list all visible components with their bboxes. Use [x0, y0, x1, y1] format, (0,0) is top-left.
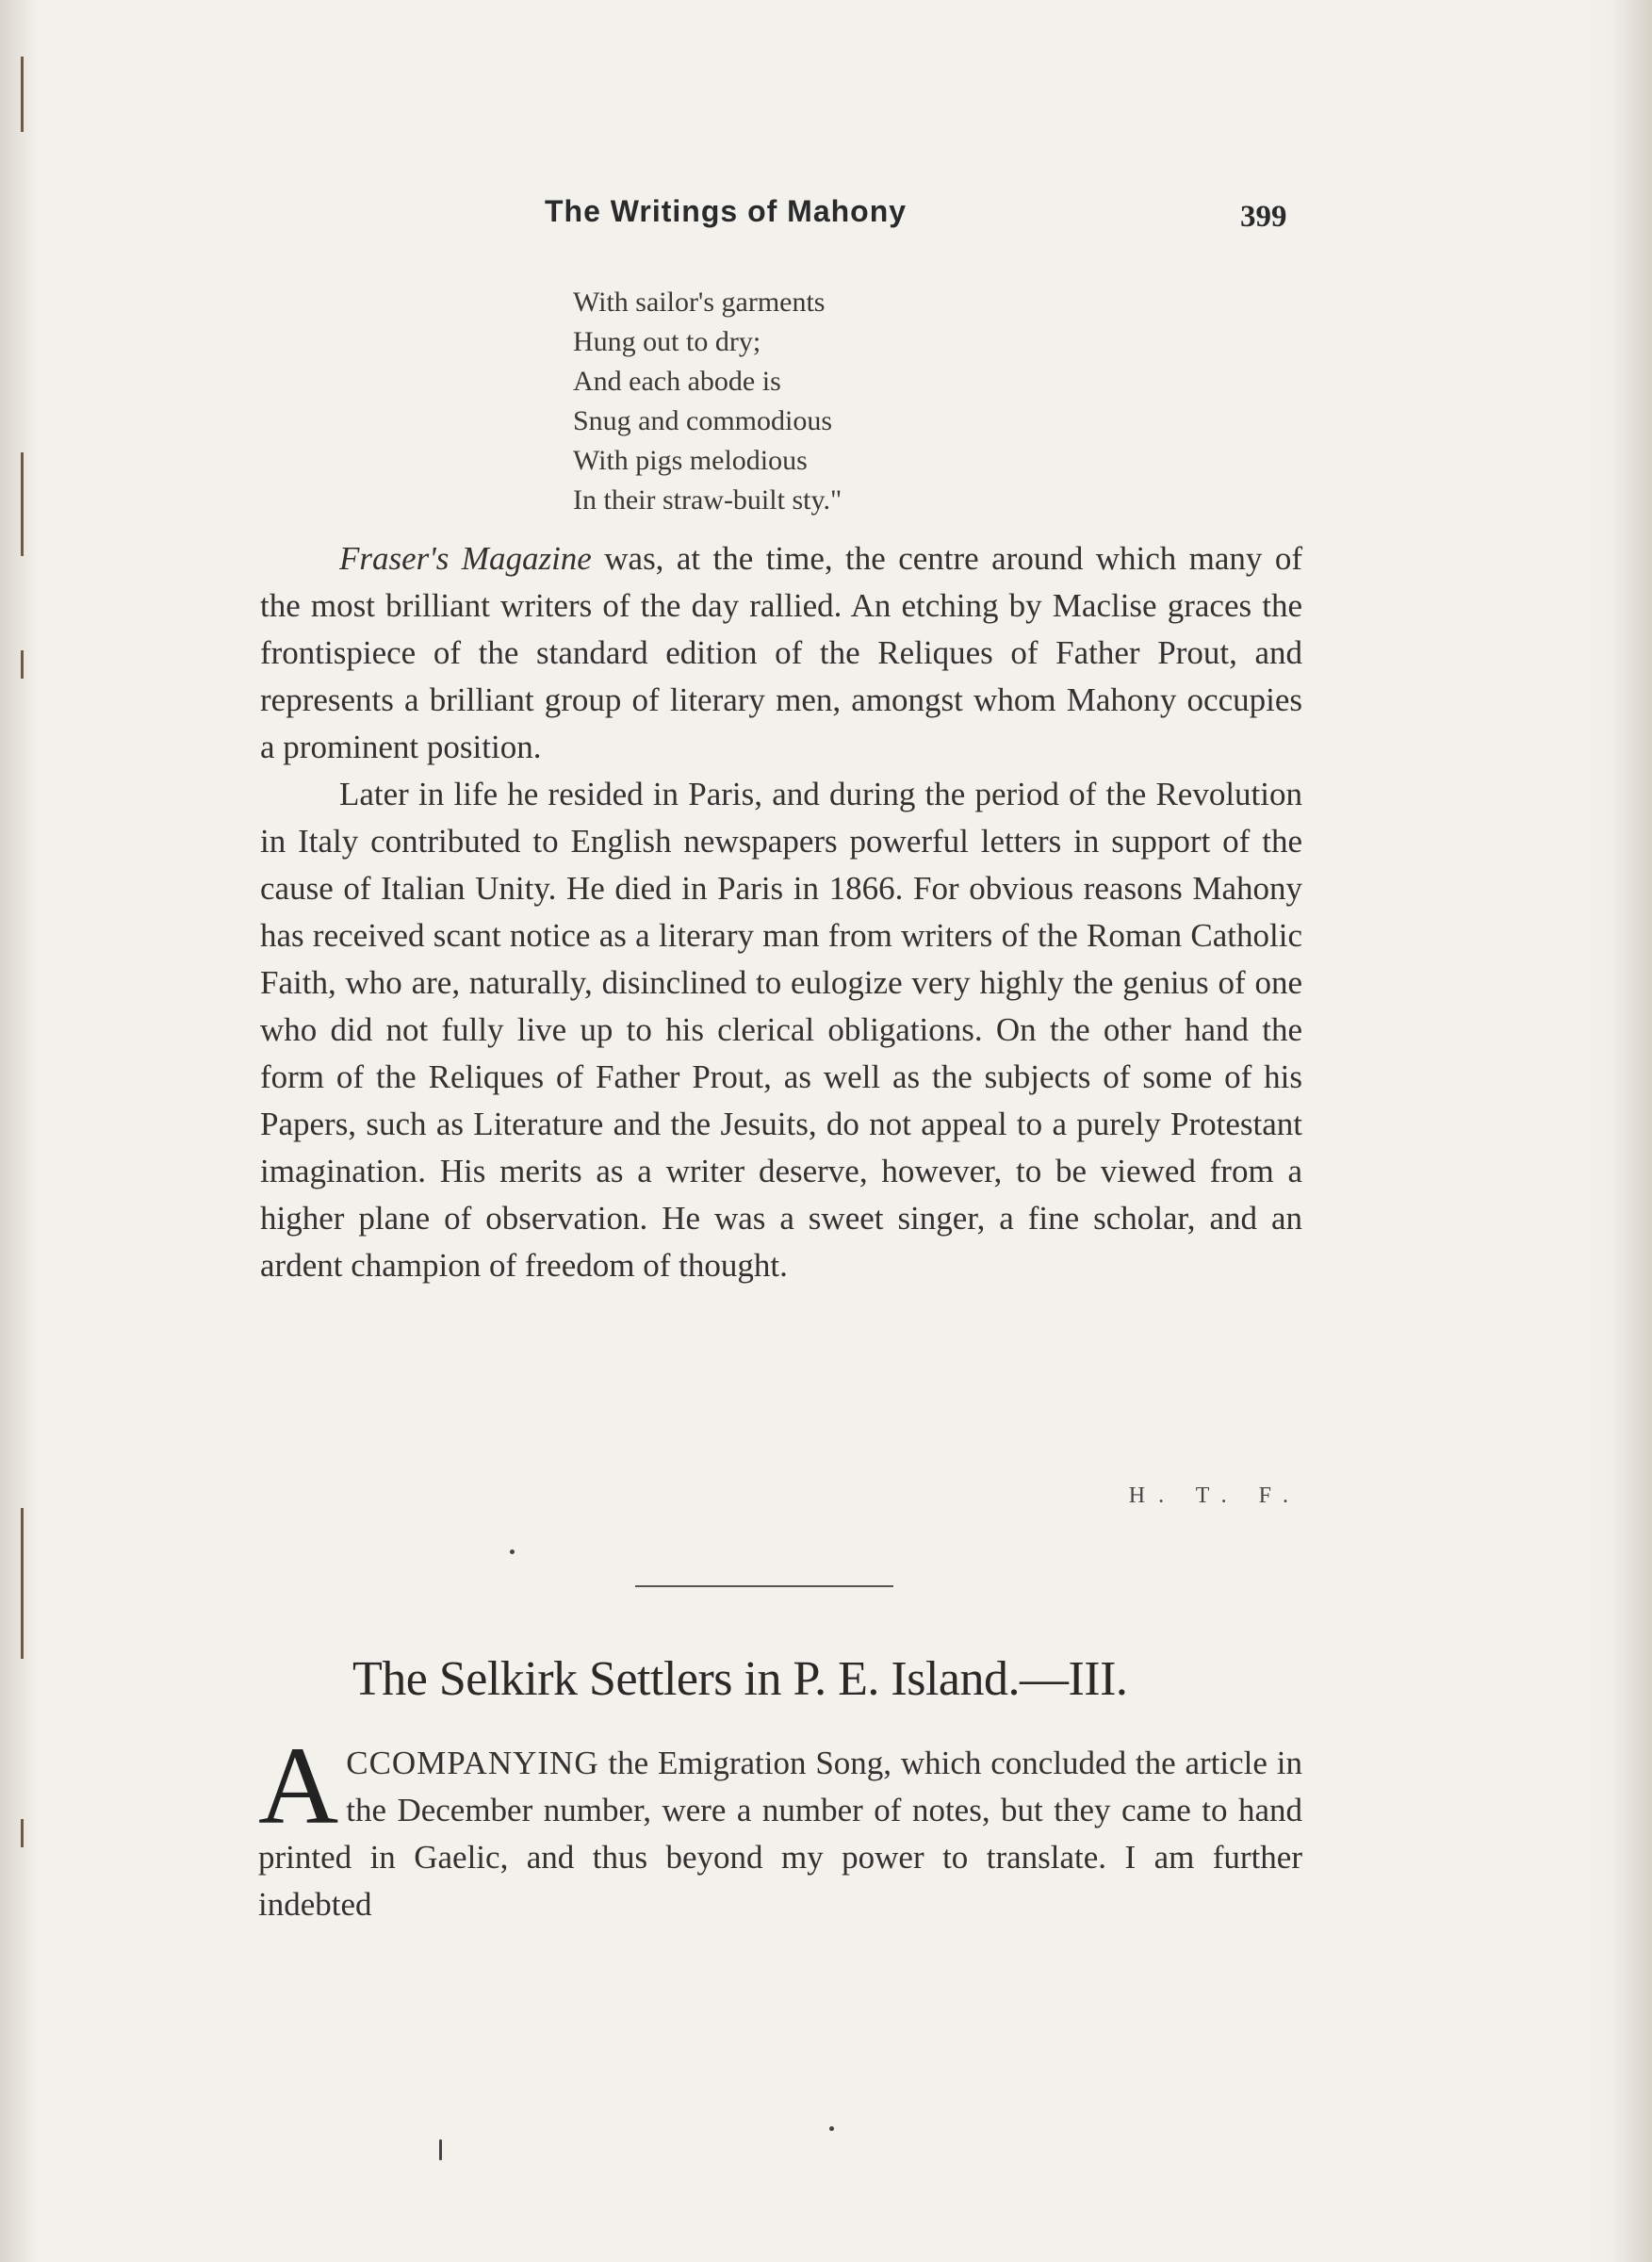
verse-line: Hung out to dry; [573, 326, 761, 357]
body-text [260, 535, 1302, 1289]
section-divider [635, 1585, 893, 1587]
article-text: the Emigration Song, which concluded the article in the December number, were a number of notes, but they came to hand printed in Gaelic, and thus beyond my power to translate. I am further indebted [258, 1745, 1302, 1923]
verse-line: With pigs melodious [573, 445, 808, 476]
paragraph: Later in life he resided in Paris, and during the period of the Revolution in Italy contributed to English newspapers powerful letters in support of the cause of Italian Unity. He died in Paris in 1866. For obvious reasons Mahony has received scant notice as a literary man from writers of the Roman Catholic Faith, who are, naturally, disinclined to eulogize very highly the genius of one who did not fully live up to his clerical obligations. On the other hand the form of the Reliques of Father Prout, as well as the subjects of some of his Papers, such as Literature and the Jesuits, do not appeal to a purely Protestant imagination. His merits as a writer deserve, however, to be viewed from a higher plane of observation. He was a sweet singer, a fine scholar, and an ardent champion of freedom of thought. [260, 776, 1302, 1284]
verse-line: With sailor's garments [573, 287, 826, 318]
page-number: 399 [1240, 200, 1287, 234]
edge-mark [21, 650, 24, 679]
paper-speck [829, 2126, 834, 2131]
article-body [258, 1724, 1302, 1928]
paragraph-text: was, at the time, the centre around which many of the most brilliant writers of the day rallied. An etching by Maclise graces the frontispiece of the standard edition of the Reliques of Father Prout, and represents a brilliant group of literary men, amongst whom Mahony occupies a prominent position. [260, 540, 1302, 765]
page-left-edge [0, 0, 38, 2262]
article-title: The Selkirk Settlers in P. E. Island.—III. [352, 1652, 1128, 1706]
author-initials: H. T. F. [1128, 1483, 1301, 1508]
verse-line: Snug and commodious [573, 405, 832, 436]
paragraph [260, 535, 1302, 771]
edge-mark [21, 452, 24, 556]
paper-speck [439, 2139, 442, 2160]
verse-block [573, 283, 842, 520]
drop-cap: A [258, 1724, 339, 1847]
lead-in-smallcaps: CCOMPANYING [346, 1745, 599, 1781]
edge-mark [21, 1508, 24, 1659]
running-title: The Writings of Mahony [545, 194, 908, 228]
verse-line: And each abode is [573, 366, 781, 397]
paper-speck [510, 1549, 515, 1554]
verse-line: In their straw-built sty." [573, 484, 842, 516]
magazine-title: Fraser's Magazine [339, 540, 592, 577]
page-right-edge [1586, 0, 1652, 2262]
edge-mark [21, 57, 24, 132]
edge-mark [21, 1819, 24, 1847]
